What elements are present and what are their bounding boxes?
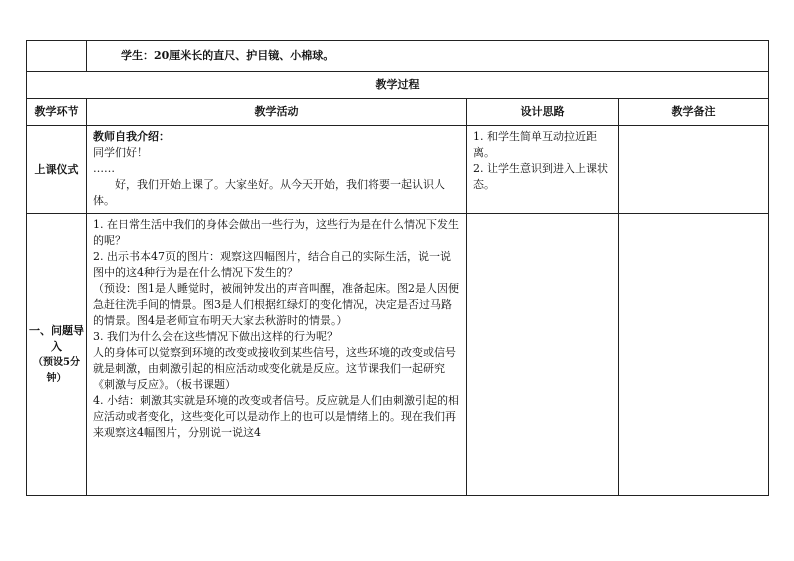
section-title: 教学过程 (27, 72, 769, 99)
row2-stage-main: 一、问题导入 (29, 323, 84, 353)
header-stage: 教学环节 (27, 99, 87, 126)
row2-line-3: （预设：图1是人睡觉时，被闹钟发出的声音叫醒，准备起床。图2是人因便急赶往洗手间的情景。图3是人们根据红绿灯的变化情况，决定是否过马路的情景。图4是老师宣布明天大家去秋游时的情景。） (93, 282, 459, 327)
row2-line-2: 2. 出示书本47页的图片：观察这四幅图片，结合自己的实际生活，说一说图中的这4种行为是在什么情况下发生的？ (93, 250, 451, 279)
row1-heading: 教师自我介绍： (93, 130, 170, 143)
row1-activity (87, 126, 467, 214)
row1-ellipsis: …… (93, 162, 115, 175)
row2-notes (619, 214, 769, 496)
row1-design-2: 2. 让学生意识到进入上课状态。 (473, 162, 608, 191)
row1-design (467, 126, 619, 214)
row2-design (467, 214, 619, 496)
materials-cell (87, 41, 769, 72)
row2-line-6: 4. 小结：刺激其实就是环境的改变或者信号。反应就是人们由刺激引起的相应活动或者变化，这些变化可以是动作上的也可以是情绪上的。现在我们再来观察这4幅图片，分别说一说这4 (93, 394, 459, 439)
lesson-plan-table (26, 40, 768, 496)
row2-stage-sub: （预设5分钟） (33, 356, 80, 384)
row1-design-1: 1. 和学生简单互动拉近距离。 (473, 130, 597, 159)
row2-activity (87, 214, 467, 496)
row1-notes (619, 126, 769, 214)
header-activity: 教学活动 (87, 99, 467, 126)
row1-greeting: 同学们好！ (93, 146, 148, 159)
row2-line-4: 3. 我们为什么会在这些情况下做出这样的行为呢？ (93, 330, 338, 343)
materials-text: 学生：20厘米长的直尺、护目镜、小棉球。 (121, 49, 335, 62)
row2-line-5: 人的身体可以觉察到环境的改变或接收到某些信号，这些环境的改变或信号就是刺激，由刺激引起的相应活动或变化就是反应。这节课我们一起研究《刺激与反应》。（板书课题） (93, 346, 456, 391)
row1-body: 好，我们开始上课了。大家坐好。从今天开始，我们将要一起认识人体。 (93, 178, 445, 207)
row2-stage (27, 214, 87, 496)
header-design: 设计思路 (467, 99, 619, 126)
row2-line-1: 1. 在日常生活中我们的身体会做出一些行为，这些行为是在什么情况下发生的呢？ (93, 218, 459, 247)
header-notes: 教学备注 (619, 99, 769, 126)
materials-stage-cell (27, 41, 87, 72)
row1-stage: 上课仪式 (27, 126, 87, 214)
